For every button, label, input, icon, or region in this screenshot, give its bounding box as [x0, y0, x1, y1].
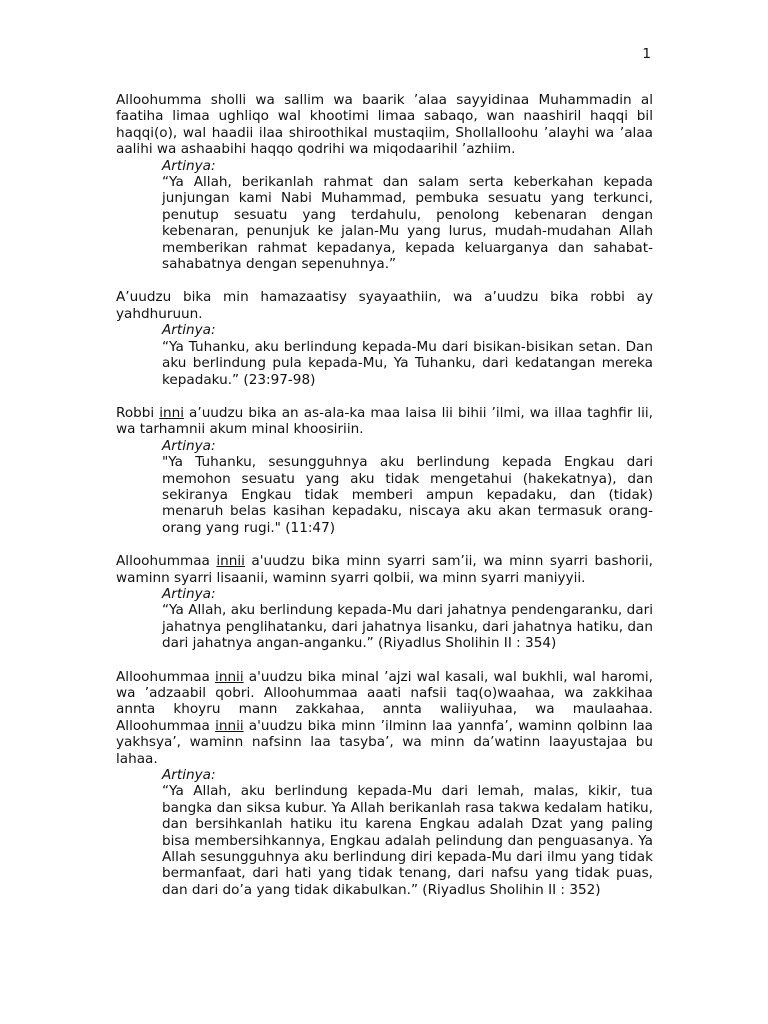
text-segment: a'uudzu bika minn syarri sam’ii, wa minn syarri bashorii, waminn syarri lisaanii, waminn syarri qolbii, wa minn syarri maniyyii.: [116, 553, 653, 586]
text-segment: Robbi: [116, 404, 160, 421]
prayer-block-5: [116, 669, 653, 899]
translation-text: “Ya Tuhanku, aku berlindung kepada-Mu dari bisikan-bisikan setan. Dan aku berlindung pula kepada-Mu, Ya Tuhanku, dari kedatangan mereka kepadaku.” (23:97-98): [162, 338, 653, 388]
underlined-word: innii: [215, 668, 244, 685]
prayer-block-2: [116, 289, 653, 387]
arabic-transliteration: A’uudzu bika min hamazaatisy syayaathiin, wa a’uudzu bika robbi ay yahdhuruun.: [116, 289, 653, 322]
arabic-transliteration: [116, 405, 653, 438]
prayer-block-4: [116, 553, 653, 651]
text-segment: a'uudzu bika minal ’ajzi wal kasali, wal bukhli, wal haromi, wa ’adzaabil qobri. Alloohummaa aaati nafsii taq(o)waahaa, wa zakkihaa annta khoyru mann zakkahaa, annta waliiyuhaa, wa maulaahaa. Alloohummaa: [116, 668, 653, 734]
text-segment: a'uudzu bika minn ’ilminn laa yannfa’, waminn qolbinn laa yakhsya’, waminn nafsinn laa tasyba’, wa minn da’watinn laayustajaa bu lahaa.: [116, 717, 654, 767]
page-number: 1: [642, 46, 651, 62]
underlined-word: innii: [216, 553, 245, 570]
prayer-block-1: [116, 92, 653, 272]
artinya-label: Artinya:: [162, 322, 216, 339]
artinya-label: Artinya:: [162, 437, 216, 454]
artinya-label: Artinya:: [162, 767, 216, 784]
underlined-word: innii: [215, 717, 244, 734]
translation-text: “Ya Allah, aku berlindung kepada-Mu dari jahatnya pendengaranku, dari jahatnya penglihatanku, dari jahatnya lisanku, dari jahatnya hatiku, dan dari jahatnya angan-anganku.” (Riyadlus Sholihin II : 354): [162, 602, 653, 652]
arabic-transliteration: [116, 669, 653, 767]
text-segment: a’uudzu bika an as-ala-ka maa laisa lii bihii ’ilmi, wa illaa taghfir lii, wa tarhamnii akum minal khoosiriin.: [116, 404, 653, 438]
translation-text: “Ya Allah, berikanlah rahmat dan salam serta keberkahan kepada junjungan kami Nabi Muhammad, pembuka sesuatu yang terkunci, penutup sesuatu yang terdahulu, penolong kebenaran dengan kebenaran, penunjuk ke jalan-Mu yang lurus, mudah-mudahan Allah memberikan rahmat kepadanya, kepada keluarganya dan sahabat-sahabatnya dengan sepenuhnya.”: [162, 174, 653, 273]
prayer-block-3: [116, 405, 653, 536]
artinya-label: Artinya:: [162, 157, 216, 174]
document-body: [116, 92, 653, 915]
translation-text: "Ya Tuhanku, sesungguhnya aku berlindung kepada Engkau dari memohon sesuatu yang aku tidak mengetahui (hakekatnya), dan sekiranya Engkau tidak memberi ampun kepadaku, dan (tidak) menaruh belas kasihan kepadaku, niscaya aku akan termasuk orang-orang yang rugi." (11:47): [162, 454, 653, 536]
arabic-transliteration: [116, 553, 653, 586]
arabic-transliteration: Alloohumma sholli wa sallim wa baarik ’alaa sayyidinaa Muhammadin al faatiha limaa ughliqo wal khootimi limaa sabaqo, wan naashiril haqqi bil haqqi(o), wal haadii ilaa shiroothikal mustaqiim, Shollalloohu ’alayhi wa ’alaa aalihi wa ashaabihi haqqo qodrihi wa miqodaarihil ’azhiim.: [116, 92, 653, 158]
text-segment: Alloohummaa: [116, 553, 217, 570]
artinya-label: Artinya:: [162, 585, 216, 602]
underlined-word: inni: [159, 404, 185, 421]
text-segment: Alloohummaa: [116, 668, 216, 685]
translation-text: “Ya Allah, aku berlindung kepada-Mu dari lemah, malas, kikir, tua bangka dan siksa kubur. Ya Allah berikanlah rasa takwa kedalam hatiku, dan bersihkanlah hatiku itu karena Engkau adalah Dzat yang paling bisa membersihkannya, Engkau adalah pelindung dan penguasanya. Ya Allah sesungguhnya aku berlindung diri kepada-Mu dari ilmu yang tidak bermanfaat, dari hati yang tidak tenang, dari nafsu yang tidak puas, dan dari do’a yang tidak dikabulkan.” (Riyadlus Sholihin II : 352): [162, 783, 653, 898]
